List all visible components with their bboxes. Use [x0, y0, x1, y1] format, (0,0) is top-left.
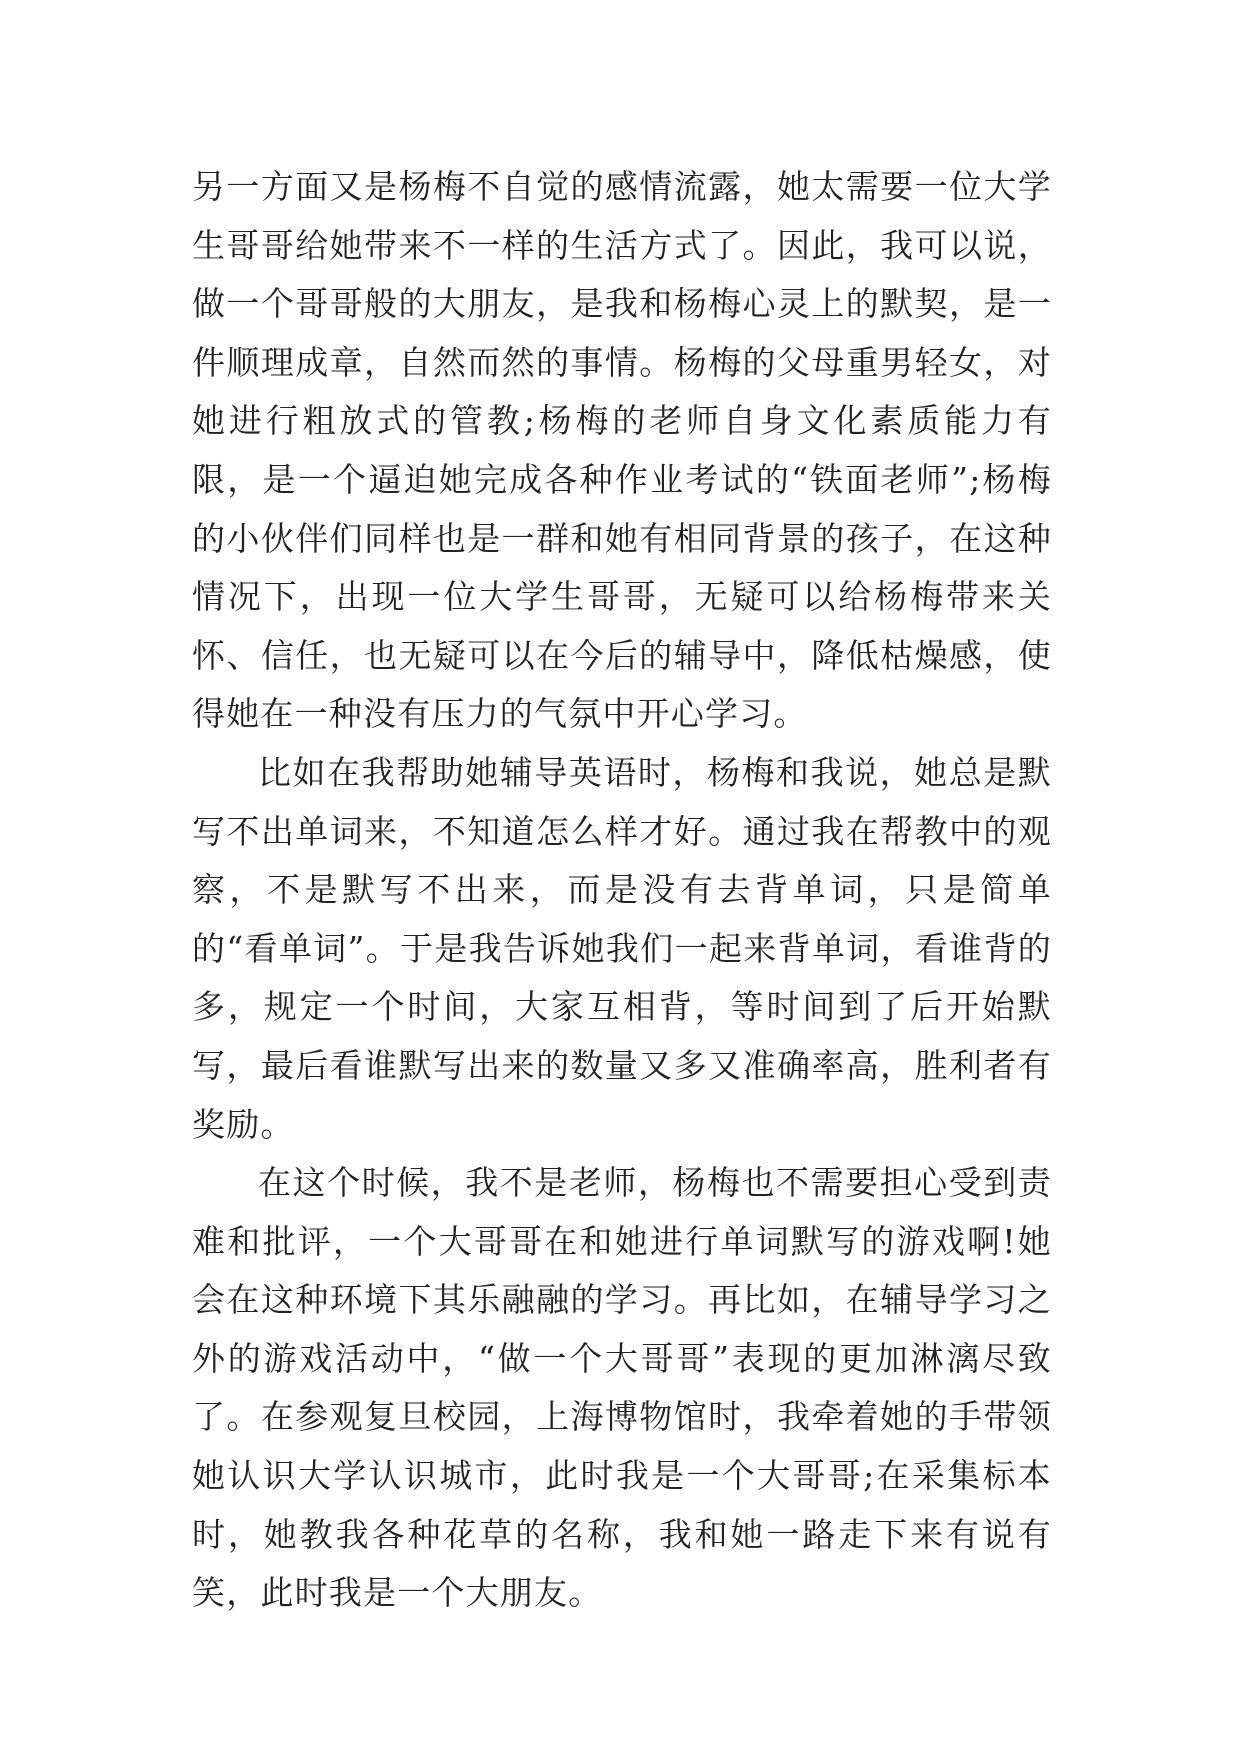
- paragraph-big-brother: 在这个时候，我不是老师，杨梅也不需要担心受到责难和批评，一个大哥哥在和她进行单词默写的游戏啊!她会在这种环境下其乐融融的学习。再比如，在辅导学习之外的游戏活动中，“做一个大哥哥”表现的更加淋漓尽致了。在参观复旦校园，上海博物馆时，我牵着她的手带领她认识大学认识城市，此时我是一个大哥哥;在采集标本时，她教我各种花草的名称，我和她一路走下来有说有笑，此时我是一个大朋友。: [192, 1163, 1052, 1613]
- body-text: [192, 158, 1052, 1623]
- paragraph-continued: 另一方面又是杨梅不自觉的感情流露，她太需要一位大学生哥哥给她带来不一样的生活方式了。因此，我可以说，做一个哥哥般的大朋友，是我和杨梅心灵上的默契，是一件顺理成章，自然而然的事情。杨梅的父母重男轻女，对她进行粗放式的管教;杨梅的老师自身文化素质能力有限，是一个逼迫她完成各种作业考试的“铁面老师”;杨梅的小伙伴们同样也是一群和她有相同背景的孩子，在这种情况下，出现一位大学生哥哥，无疑可以给杨梅带来关怀、信任，也无疑可以在今后的辅导中，降低枯燥感，使得她在一种没有压力的气氛中开心学习。: [192, 167, 1052, 734]
- paragraph-english-tutoring: 比如在我帮助她辅导英语时，杨梅和我说，她总是默写不出单词来，不知道怎么样才好。通过我在帮教中的观察，不是默写不出来，而是没有去背单词，只是简单的“看单词”。于是我告诉她我们一起来背单词，看谁背的多，规定一个时间，大家互相背，等时间到了后开始默写，最后看谁默写出来的数量又多又准确率高，胜利者有奖励。: [192, 752, 1052, 1144]
